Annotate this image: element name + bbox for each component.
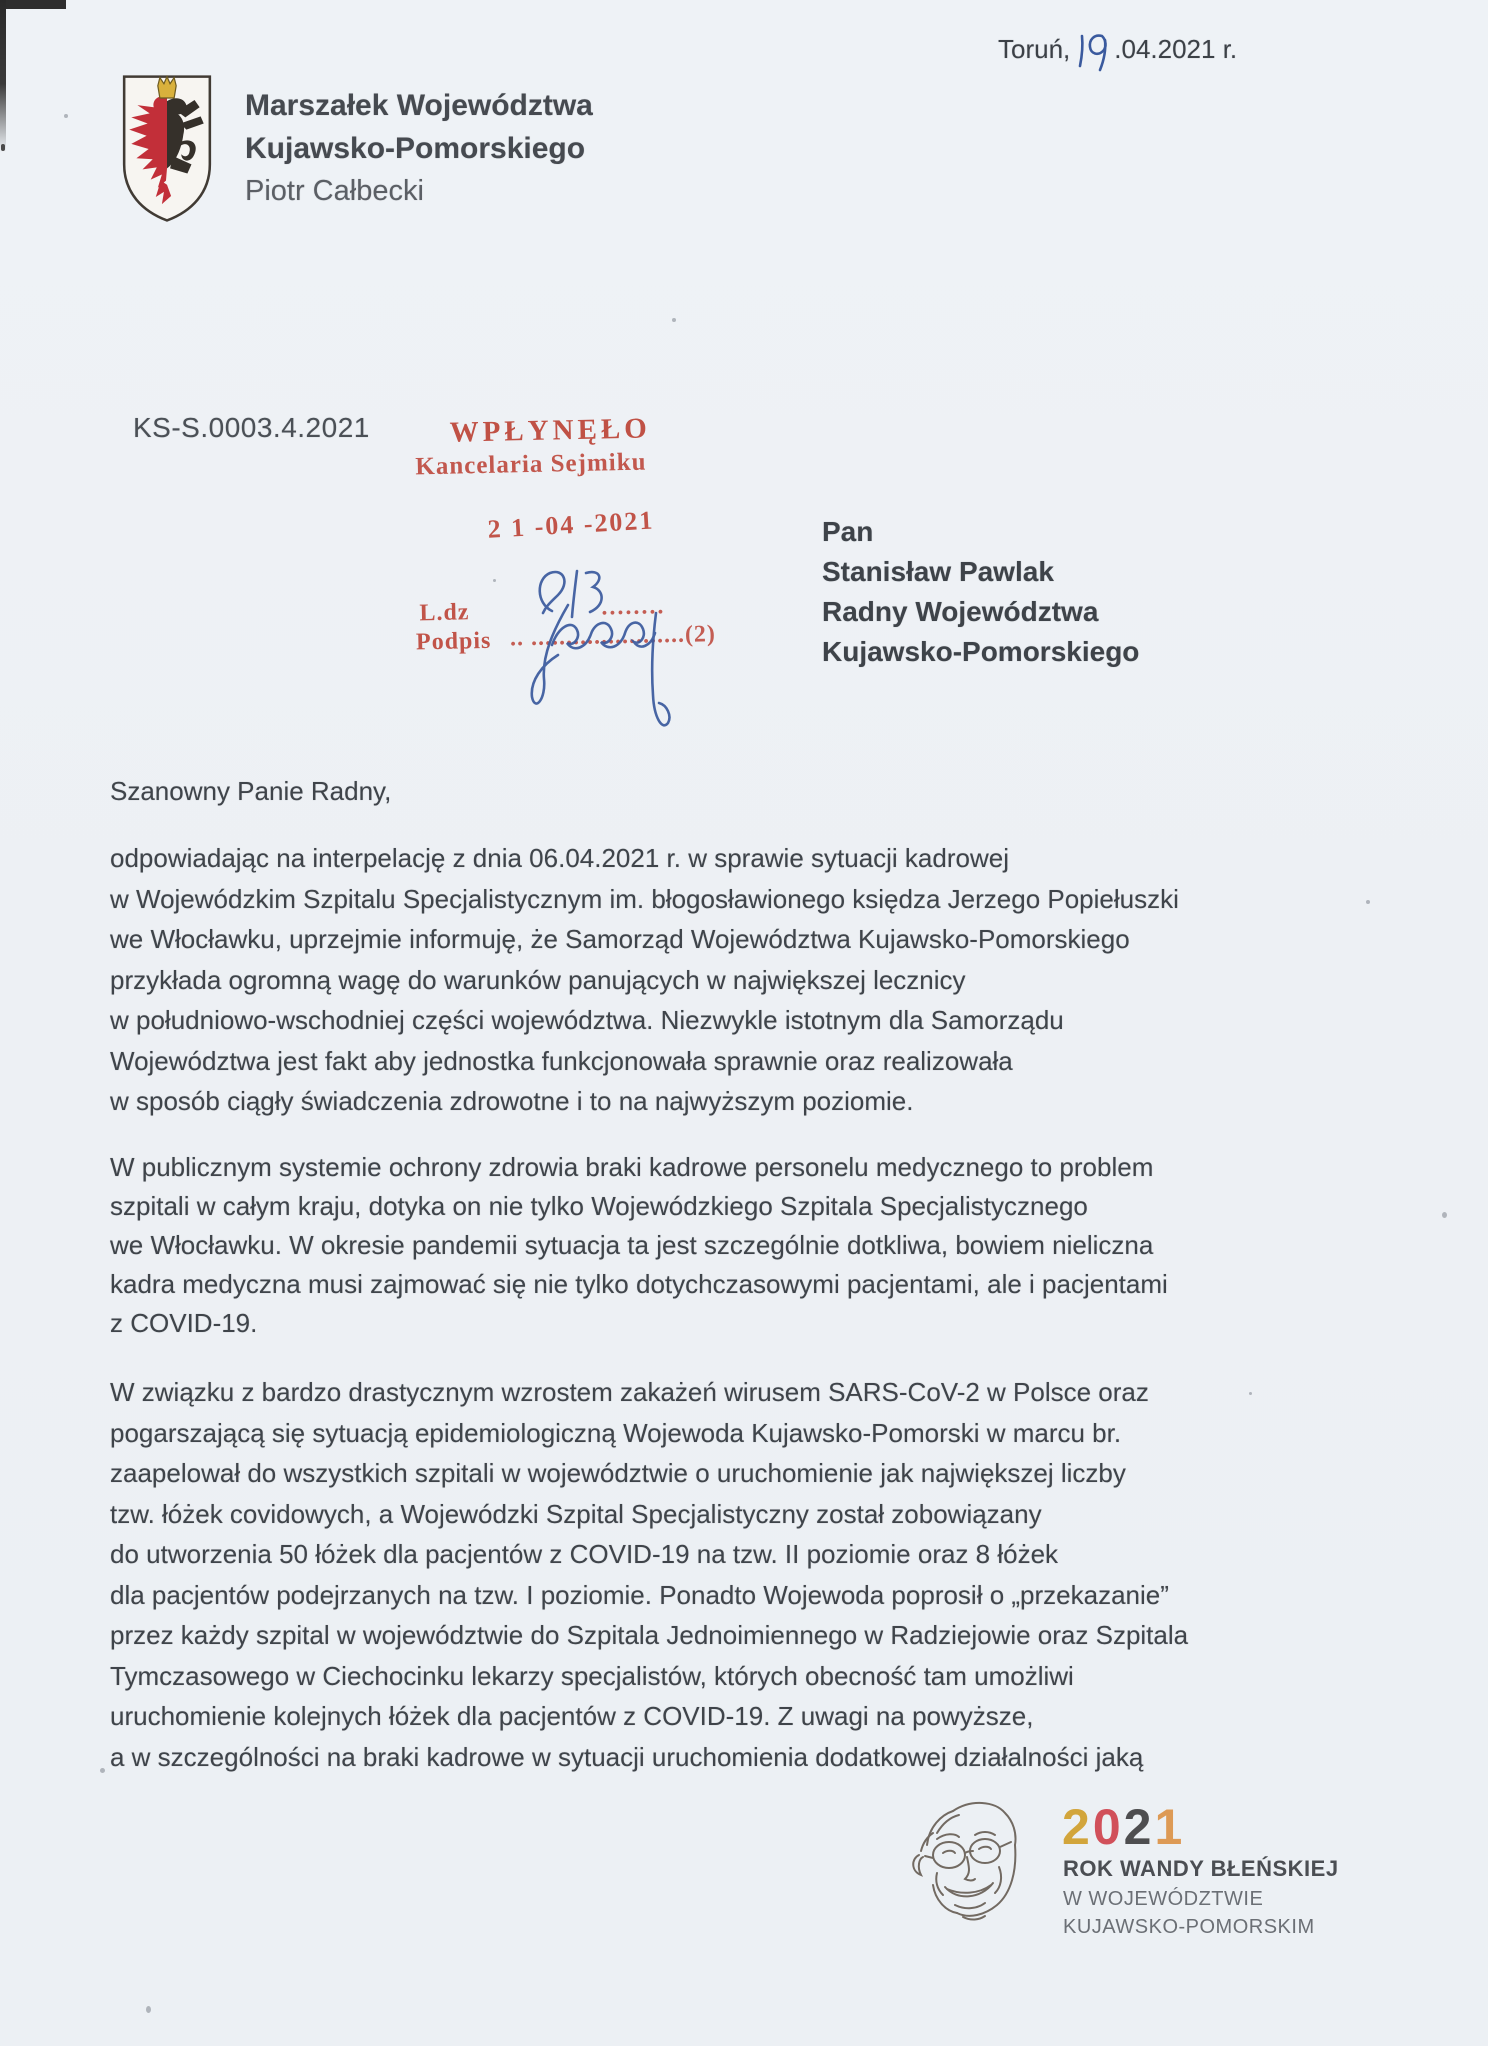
body-line: W związku z bardzo drastycznym wzrostem zakażeń wirusem SARS-CoV-2 w Polsce oraz: [110, 1377, 1149, 1407]
body-line: zaapelował do wszystkich szpitali w województwie o uruchomienie jak największej liczby: [110, 1458, 1126, 1488]
handwritten-day-ink: [1074, 28, 1112, 83]
body-line: Tymczasowego w Ciechocinku lekarzy specjalistów, których obecność tam umożliwi: [110, 1660, 1074, 1691]
stamp-date: 2 1 -04 -2021: [486, 505, 656, 544]
footer-logo-line2: W WOJEWÓDZTWIE: [1063, 1888, 1264, 1910]
paragraph-2: [110, 1148, 1168, 1343]
stamp-ldz-label: L.dz: [419, 599, 470, 627]
wanda-blenska-portrait-sketch: [893, 1793, 1043, 1943]
footer-year-digit: 2: [1123, 1799, 1155, 1855]
scan-speck: [1366, 900, 1370, 904]
body-line: Województwa jest fakt aby jednostka funkcjonowała sprawnie oraz realizowała: [110, 1045, 1013, 1076]
body-line: uruchomienie kolejnych łóżek dla pacjentów z COVID-19. Z uwagi na powyższe,: [110, 1701, 1034, 1731]
scan-speck: [146, 2006, 151, 2013]
sender-name: Piotr Całbecki: [245, 175, 424, 207]
body-line: odpowiadając na interpelację z dnia 06.04.2021 r. w sprawie sytuacji kadrowej: [110, 843, 1009, 873]
handwritten-19-drawing: [1074, 28, 1112, 76]
body-line: dla pacjentów podejrzanych na tzw. I poziomie. Ponadto Wojewoda poprosił o „przekazanie”: [110, 1579, 1169, 1610]
reference-number: KS-S.0003.4.2021: [133, 412, 370, 443]
body-line: pogarszającą się sytuacją epidemiologiczną Wojewoda Kujawsko-Pomorski w marcu br.: [110, 1417, 1122, 1448]
dateline-rest: .04.2021 r.: [1114, 34, 1238, 64]
recipient-salutation-word: Pan: [822, 516, 874, 547]
scan-speck: [1249, 1392, 1252, 1395]
body-line: z COVID-19.: [110, 1308, 258, 1338]
body-line: we Włocławku. W okresie pandemii sytuacja ta jest szczególnie dotkliwa, bowiem nieliczna: [110, 1230, 1154, 1260]
footer-year-digit: 1: [1154, 1799, 1186, 1855]
coat-of-arms: [116, 70, 218, 231]
portrait-drawing: [893, 1793, 1043, 1938]
body-line: we Włocławku, uprzejmie informuję, że Samorząd Województwa Kujawsko-Pomorskiego: [110, 924, 1130, 954]
stamp-signature-dots: .. ......................(2): [509, 621, 717, 652]
body-line: kadra medyczna musi zajmować się nie tylko dotychczasowymi pacjentami, ale i pacjentami: [110, 1269, 1168, 1299]
footer-logo-line3: KUJAWSKO-POMORSKIM: [1063, 1916, 1315, 1938]
scan-speck: [672, 318, 676, 322]
stamp-received-label: WPŁYNĘŁO: [449, 412, 652, 449]
recipient-block: [822, 512, 1139, 672]
recipient-title-line1: Radny Województwa: [822, 596, 1099, 627]
stamp-signature-label: Podpis: [415, 627, 492, 656]
scan-speck: [64, 114, 68, 118]
body-line: W publicznym systemie ochrony zdrowia braki kadrowe personelu medycznego to problem: [110, 1152, 1154, 1182]
sender-block: [245, 84, 593, 213]
paragraph-3: [110, 1372, 1188, 1777]
footer-year-digit: 0: [1092, 1799, 1124, 1855]
body-line: do utworzenia 50 łóżek dla pacjentów z COVID-19 na tzw. II poziomie oraz 8 łóżek: [110, 1539, 1059, 1569]
body-line: tzw. łóżek covidowych, a Wojewódzki Szpital Specjalistyczny został zobowiązany: [110, 1498, 1042, 1529]
signature-drawing: [480, 545, 680, 745]
salutation: Szanowny Panie Radny,: [110, 776, 392, 806]
dateline: [998, 34, 1237, 83]
footer-year: [1062, 1798, 1185, 1856]
scan-speck: [1442, 1212, 1447, 1218]
scan-edge-artifact-dot: [1, 144, 5, 151]
recipient-name: Stanisław Pawlak: [822, 556, 1054, 587]
scan-edge-artifact-left: [0, 0, 6, 152]
body-line: szpitali w całym kraju, dotyka on nie tylko Wojewódzkiego Szpitala Specjalistycznego: [110, 1191, 1088, 1221]
body-line: w sposób ciągły świadczenia zdrowotne i to na najwyższym poziomie.: [110, 1086, 914, 1116]
sender-title-line1: Marszałek Województwa: [245, 89, 593, 122]
handwritten-signature: [480, 545, 680, 750]
sender-title-line2: Kujawsko-Pomorskiego: [245, 132, 586, 165]
body-line: przykłada ogromną wagę do warunków panujących w największej lecznicy: [110, 964, 966, 995]
body-line: w południowo-wschodniej części województwa. Niezwykle istotnym dla Samorządu: [110, 1005, 1064, 1035]
footer-logo-line1: ROK WANDY BŁEŃSKIEJ: [1063, 1856, 1339, 1881]
coat-of-arms-drawing: [116, 70, 218, 226]
stamp-office-label: Kancelaria Sejmiku: [415, 448, 647, 481]
scan-edge-artifact-top: [0, 0, 66, 9]
stamp-ldz-dots: ........: [601, 593, 666, 621]
body-line: a w szczególności na braki kadrowe w sytuacji uruchomienia dodatkowej działalności jaką: [110, 1741, 1144, 1772]
body-line: przez każdy szpital w województwie do Szpitala Jednoimiennego w Radziejowie oraz Szpitala: [110, 1620, 1189, 1650]
body-line: w Wojewódzkim Szpitalu Specjalistycznym im. błogosławionego księdza Jerzego Popiełuszki: [110, 883, 1179, 914]
dateline-city: Toruń,: [998, 34, 1071, 64]
recipient-title-line2: Kujawsko-Pomorskiego: [822, 636, 1140, 667]
scan-speck: [100, 1768, 105, 1773]
paragraph-1: [110, 838, 1179, 1122]
footer-year-digit: 2: [1062, 1799, 1093, 1855]
